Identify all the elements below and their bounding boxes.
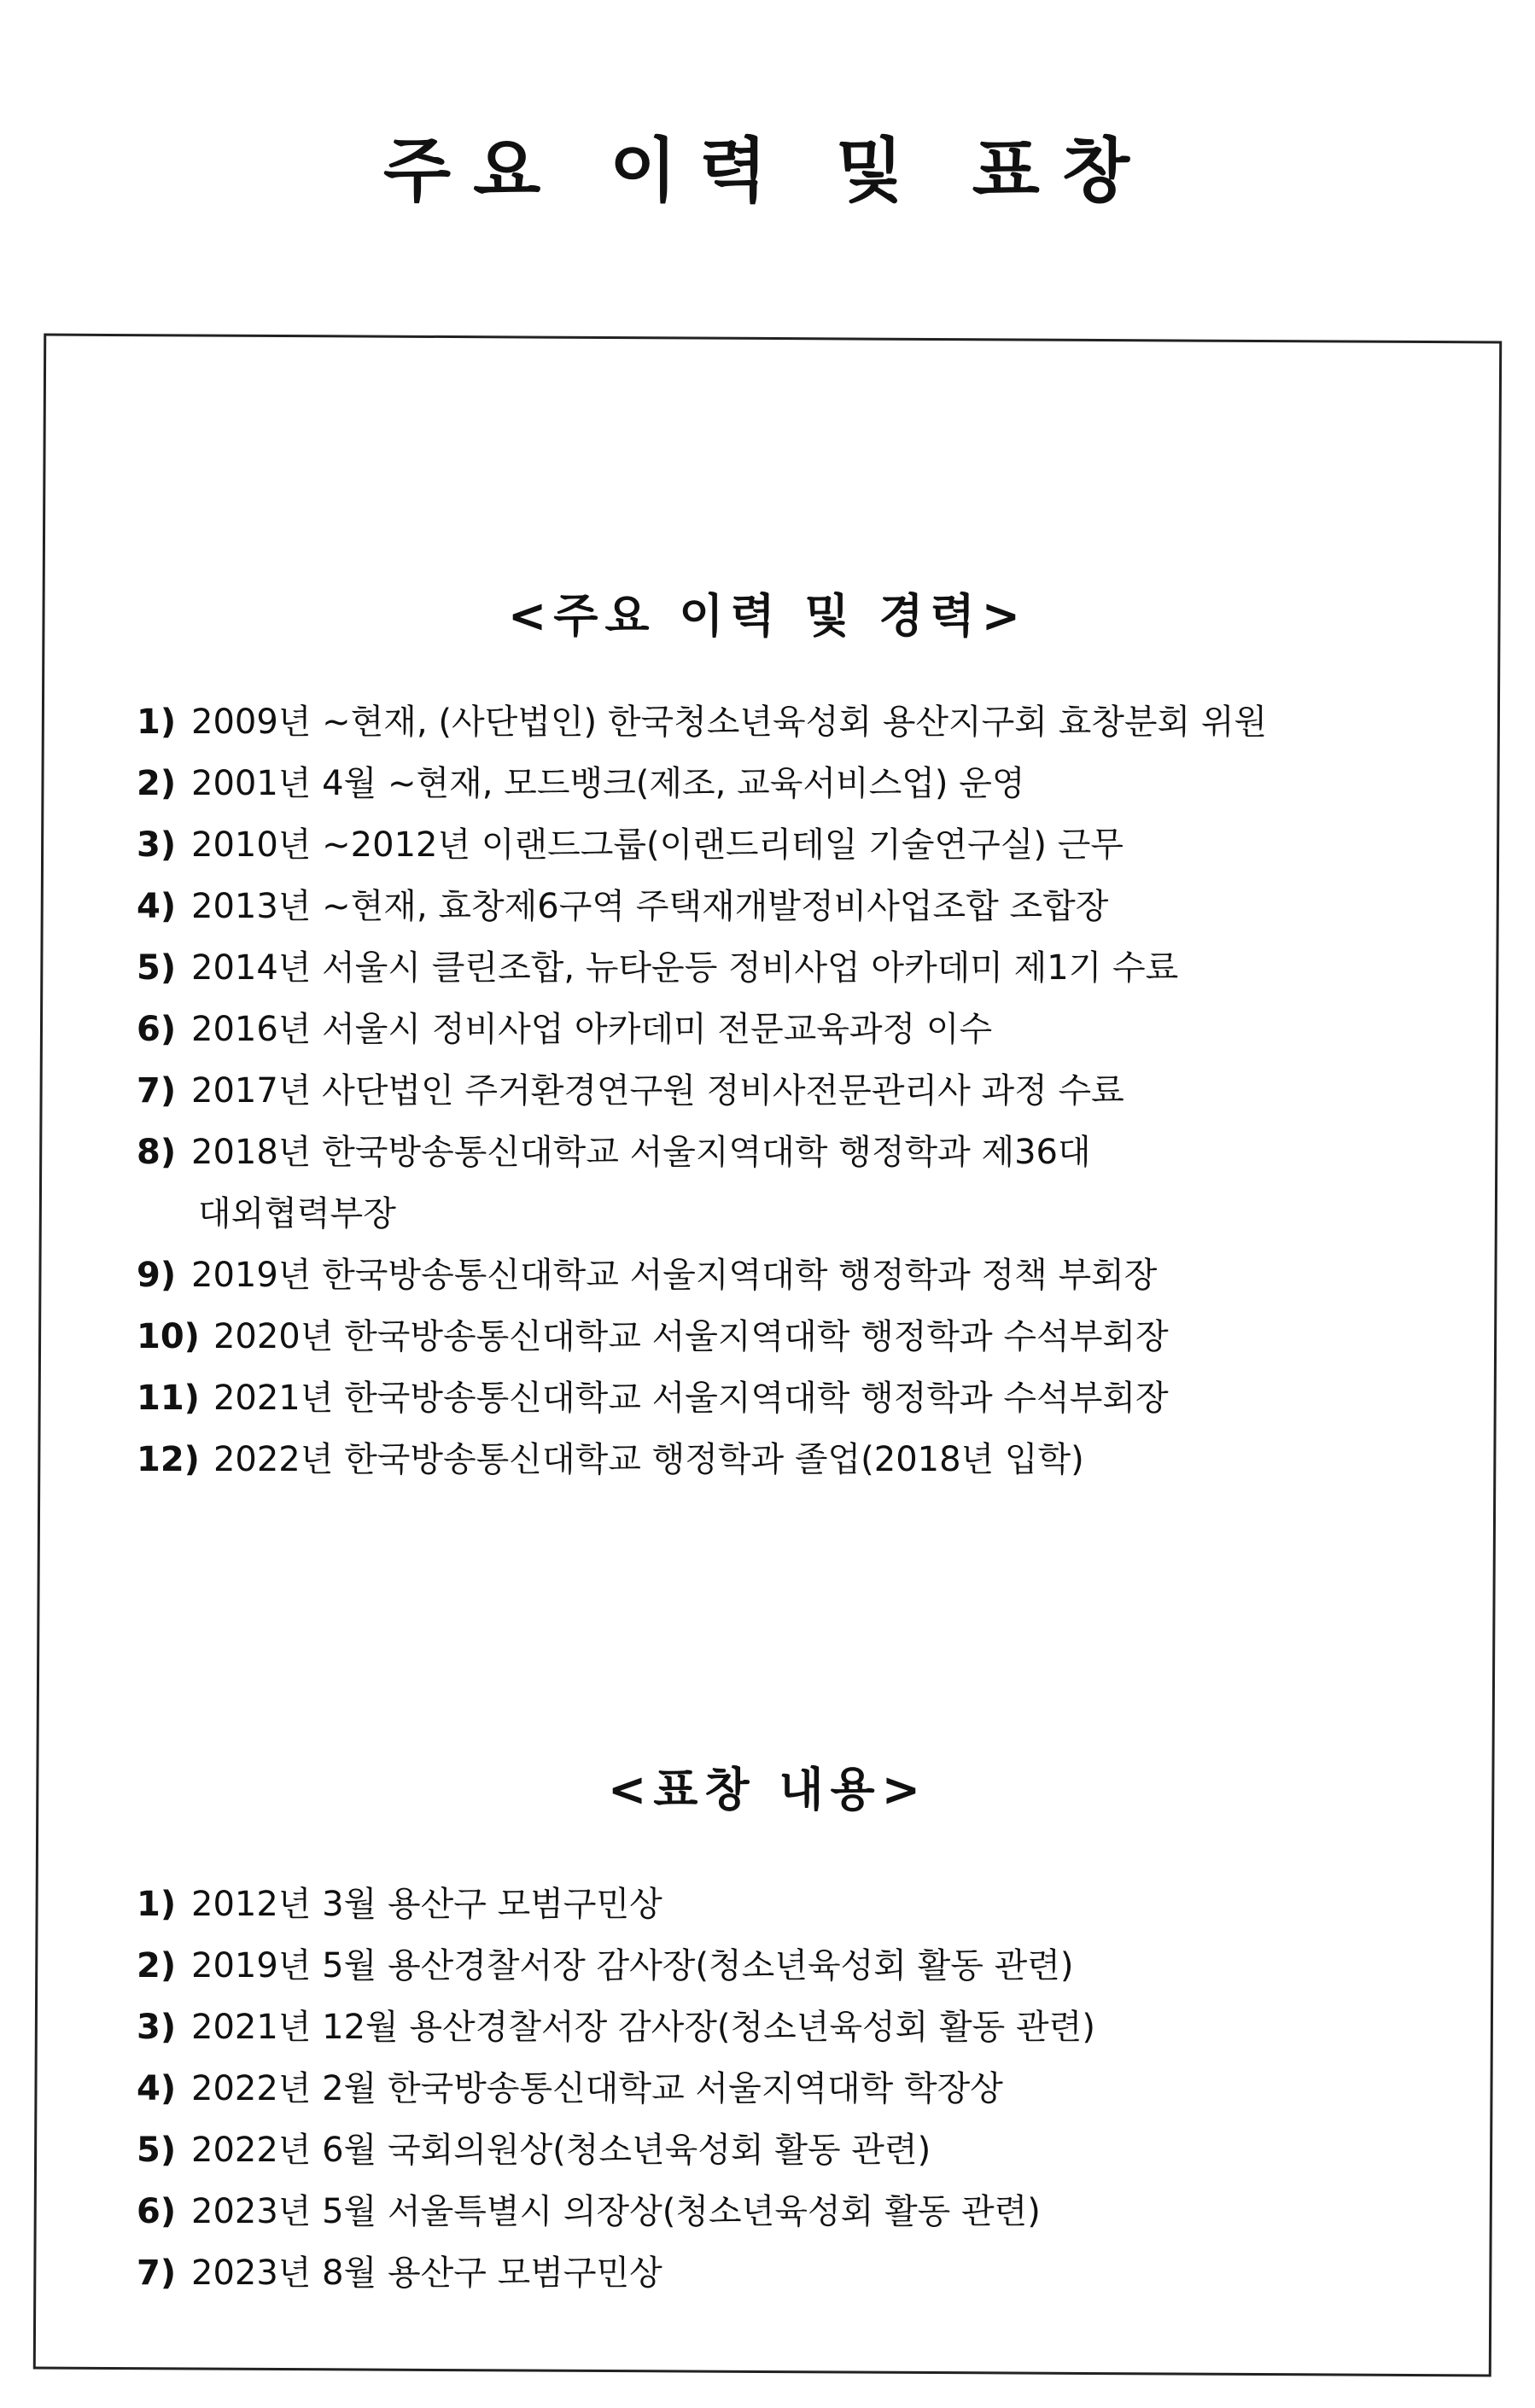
item-number: 6) — [137, 1010, 177, 1049]
item-text: 2019년 5월 용산경찰서장 감사장(청소년육성회 활동 관련) — [191, 1946, 1074, 1985]
history-item-6 — [137, 999, 1468, 1060]
item-text: 2014년 서울시 클린조합, 뉴타운등 정비사업 아카데미 제1기 수료 — [191, 948, 1179, 988]
award-item-5 — [137, 2119, 1468, 2181]
item-number: 3) — [137, 825, 177, 865]
item-number: 7) — [137, 1071, 177, 1111]
item-number: 12) — [137, 1440, 200, 1479]
item-number: 10) — [137, 1317, 200, 1356]
award-item-6 — [137, 2181, 1468, 2242]
award-item-3 — [137, 1997, 1468, 2058]
history-item-5 — [137, 937, 1468, 999]
history-item-4 — [137, 876, 1468, 937]
item-number: 5) — [137, 2131, 177, 2170]
item-number: 5) — [137, 948, 177, 988]
award-item-4 — [137, 2058, 1468, 2119]
item-text: 2013년 ~현재, 효창제6구역 주택재개발정비사업조합 조합장 — [191, 887, 1109, 926]
history-item-3 — [137, 814, 1468, 876]
history-heading: <주요 이력 및 경력> — [507, 588, 1028, 643]
item-text: 2023년 5월 서울특별시 의장상(청소년육성회 활동 관련) — [191, 2192, 1041, 2231]
history-item-1 — [137, 691, 1468, 753]
awards-list — [137, 1874, 1468, 2304]
item-text: 2022년 2월 한국방송통신대학교 서울지역대학 학장상 — [191, 2069, 1003, 2108]
item-number: 4) — [137, 2069, 177, 2108]
item-text: 2010년 ~2012년 이랜드그룹(이랜드리테일 기술연구실) 근무 — [191, 825, 1124, 865]
item-number: 3) — [137, 2008, 177, 2047]
award-item-1 — [137, 1874, 1468, 1935]
item-number: 2) — [137, 764, 177, 803]
item-text: 2001년 4월 ~현재, 모드뱅크(제조, 교육서비스업) 운영 — [191, 764, 1025, 803]
history-item-7 — [137, 1060, 1468, 1122]
item-number: 11) — [137, 1379, 200, 1418]
history-item-11 — [137, 1367, 1468, 1429]
item-number: 9) — [137, 1256, 177, 1295]
item-number: 7) — [137, 2253, 177, 2293]
item-text: 2017년 사단법인 주거환경연구원 정비사전문관리사 과정 수료 — [191, 1071, 1124, 1111]
page-title: 주요 이력 및 표창 — [382, 130, 1153, 212]
history-item-8-continuation: 대외협력부장 — [198, 1194, 396, 1233]
item-number: 1) — [137, 1885, 177, 1924]
award-item-2 — [137, 1935, 1468, 1997]
awards-heading: <표창 내용> — [608, 1762, 927, 1816]
history-list — [137, 691, 1468, 1490]
item-text: 2009년 ~현재, (사단법인) 한국청소년육성회 용산지구회 효창분회 위원 — [191, 703, 1268, 742]
item-number: 6) — [137, 2192, 177, 2231]
item-text: 2018년 한국방송통신대학교 서울지역대학 행정학과 제36대 — [191, 1133, 1091, 1172]
item-text: 2019년 한국방송통신대학교 서울지역대학 행정학과 정책 부회장 — [191, 1256, 1158, 1295]
history-item-12 — [137, 1429, 1468, 1490]
item-text: 2016년 서울시 정비사업 아카데미 전문교육과정 이수 — [191, 1010, 993, 1049]
item-number: 8) — [137, 1133, 177, 1172]
item-text: 2021년 12월 용산경찰서장 감사장(청소년육성회 활동 관련) — [191, 2008, 1095, 2047]
history-item-9 — [137, 1245, 1468, 1306]
item-text: 2021년 한국방송통신대학교 서울지역대학 행정학과 수석부회장 — [213, 1379, 1169, 1418]
item-number: 2) — [137, 1946, 177, 1985]
history-item-10 — [137, 1306, 1468, 1367]
item-text: 2023년 8월 용산구 모범구민상 — [191, 2253, 662, 2293]
item-number: 1) — [137, 703, 177, 742]
item-text: 2022년 6월 국회의원상(청소년육성회 활동 관련) — [191, 2131, 931, 2170]
item-text: 2012년 3월 용산구 모범구민상 — [191, 1885, 662, 1924]
item-number: 4) — [137, 887, 177, 926]
history-item-8 — [137, 1122, 1468, 1183]
item-text: 2020년 한국방송통신대학교 서울지역대학 행정학과 수석부회장 — [213, 1317, 1169, 1356]
award-item-7 — [137, 2242, 1468, 2304]
history-item-2 — [137, 753, 1468, 814]
item-text: 2022년 한국방송통신대학교 행정학과 졸업(2018년 입학) — [213, 1440, 1084, 1479]
